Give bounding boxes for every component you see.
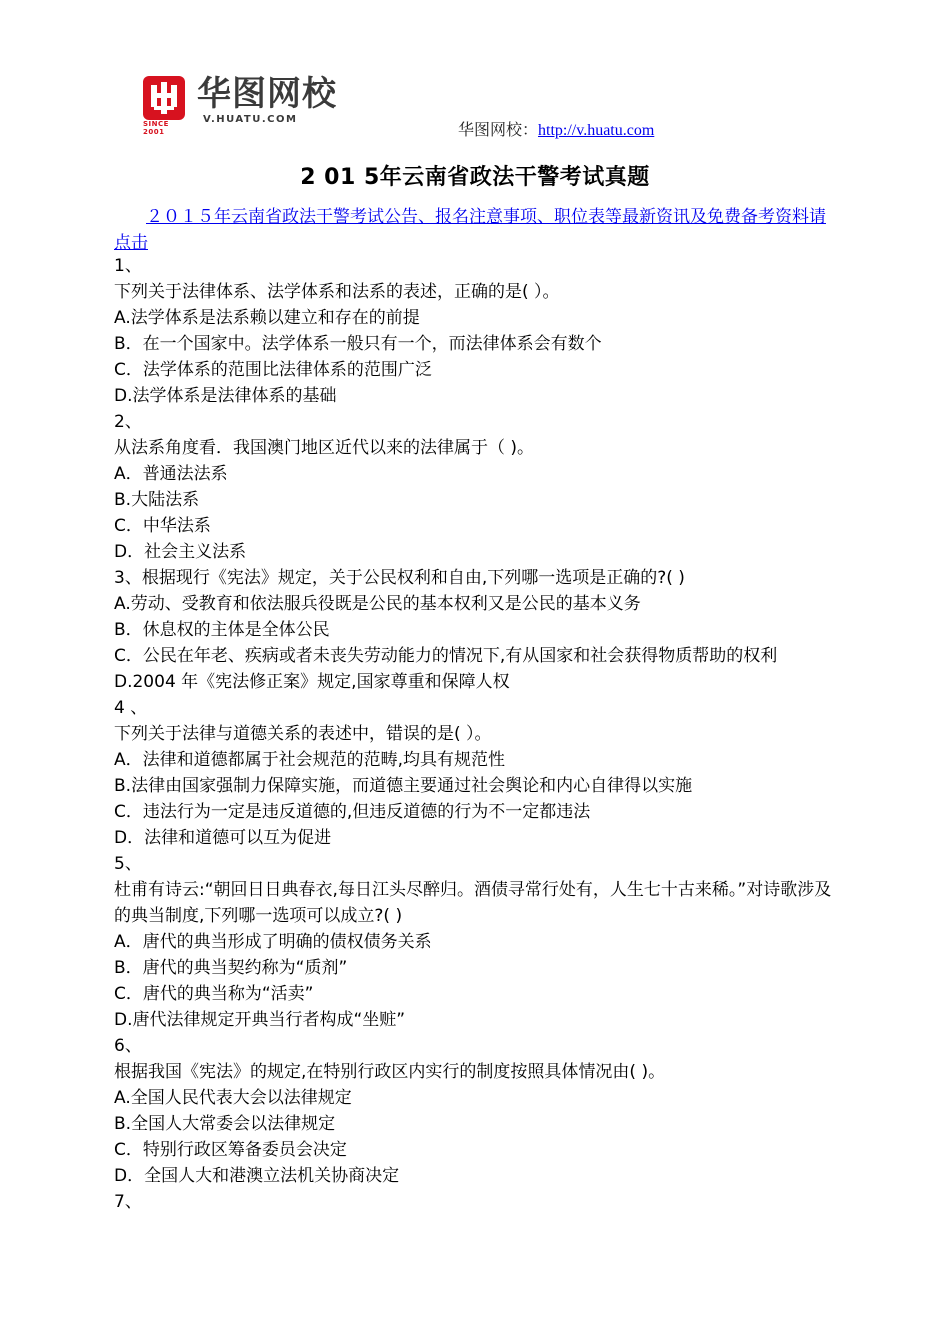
text-line: 2、: [114, 412, 142, 432]
huatu-logo-icon: [143, 76, 185, 120]
text-line: D．法律和道德可以互为促进: [114, 828, 332, 848]
text-line: 下列关于法律体系、法学体系和法系的表述，正确的是( ）。: [114, 282, 560, 302]
text-line: B.法律由国家强制力保障实施，而道德主要通过社会舆论和内心自律得以实施: [114, 776, 693, 796]
text-line: C．唐代的典当称为“活卖”: [114, 984, 314, 1004]
text-line: 杜甫有诗云:“朝回日日典春衣,每日江头尽醉归。酒债寻常行处有，人生七十古来稀。”对诗歌涉及的典当制度,下列哪一选项可以成立?( ): [114, 880, 832, 926]
logo-domain: V.HUATU.COM: [203, 114, 298, 125]
text-line: B．休息权的主体是全体公民: [114, 620, 330, 640]
text-line: 3、根据现行《宪法》规定，关于公民权利和自由,下列哪一选项是正确的?( ): [114, 568, 685, 588]
text-line: B．在一个国家中。法学体系一般只有一个，而法律体系会有数个: [114, 334, 602, 354]
text-line: 5、: [114, 854, 142, 874]
logo-since-text: SINCE 2001: [143, 120, 169, 136]
text-line: D.2004 年《宪法修正案》规定,国家尊重和保障人权: [114, 672, 510, 692]
site-line: [458, 117, 654, 140]
page-title: 2 01 5年云南省政法干警考试真题: [300, 165, 650, 190]
text-line: 4 、: [114, 698, 148, 718]
text-line: 从法系角度看．我国澳门地区近代以来的法律属于（ )。: [114, 438, 535, 458]
text-line: C．中华法系: [114, 516, 211, 536]
text-line: A.法学体系是法系赖以建立和存在的前提: [114, 308, 420, 328]
text-line: A．普通法法系: [114, 464, 228, 484]
site-label: 华图网校：: [458, 120, 539, 139]
question-list: [114, 253, 839, 1215]
text-line: D.唐代法律规定开典当行者构成“坐赃”: [114, 1010, 406, 1030]
text-line: B.全国人大常委会以法律规定: [114, 1114, 336, 1134]
text-line: C．公民在年老、疾病或者未丧失劳动能力的情况下,有从国家和社会获得物质帮助的权利: [114, 646, 778, 666]
text-line: D．社会主义法系: [114, 542, 247, 562]
text-line: B．唐代的典当契约称为“质剂”: [114, 958, 348, 978]
text-line: A．唐代的典当形成了明确的债权债务关系: [114, 932, 432, 952]
text-line: 1、: [114, 256, 142, 276]
logo-name: 华图网校: [197, 74, 337, 114]
text-line: C．法学体系的范围比法律体系的范围广泛: [114, 360, 432, 380]
text-line: C．特别行政区筹备委员会决定: [114, 1140, 347, 1160]
text-line: D.法学体系是法律体系的基础: [114, 386, 337, 406]
text-line: D．全国人大和港澳立法机关协商决定: [114, 1166, 400, 1186]
text-line: A．法律和道德都属于社会规范的范畴,均具有规范性: [114, 750, 506, 770]
huatu-logo[interactable]: [143, 72, 373, 136]
text-line: A.全国人民代表大会以法律规定: [114, 1088, 352, 1108]
text-line: 根据我国《宪法》的规定,在特别行政区内实行的制度按照具体情况由( )。: [114, 1062, 666, 1082]
text-line: 7、: [114, 1192, 142, 1212]
text-line: 下列关于法律与道德关系的表述中，错误的是( ）。: [114, 724, 492, 744]
text-line: A.劳动、受教育和依法服兵役既是公民的基本权利又是公民的基本义务: [114, 594, 641, 614]
promo-link[interactable]: ２０１５年云南省政法干警考试公告、报名注意事项、职位表等最新资讯及免费备考资料请点击: [114, 207, 826, 253]
text-line: C．违法行为一定是违反道德的,但违反道德的行为不一定都违法: [114, 802, 591, 822]
text-line: B.大陆法系: [114, 490, 200, 510]
text-line: 6、: [114, 1036, 142, 1056]
site-link[interactable]: http://v.huatu.com: [538, 122, 655, 139]
